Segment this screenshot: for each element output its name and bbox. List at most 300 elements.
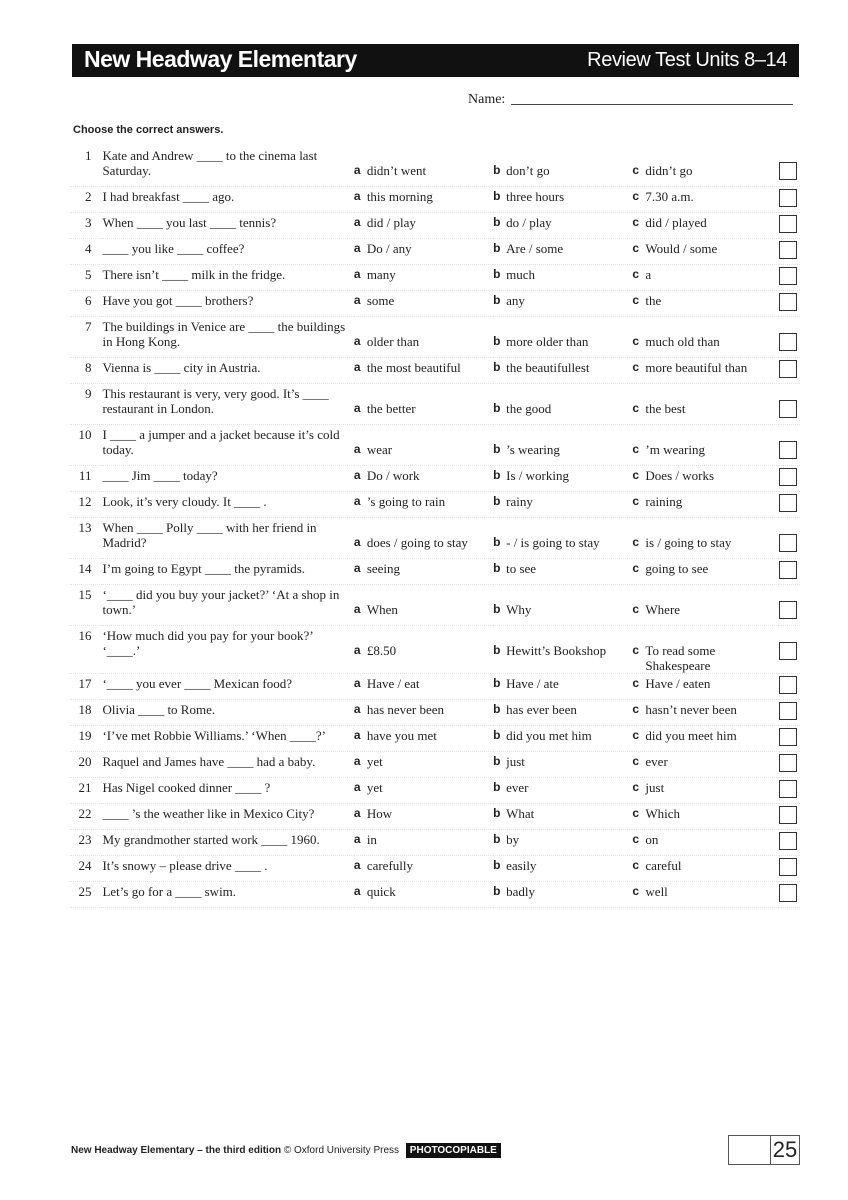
question-number: 3 (70, 213, 102, 239)
option-text: seeing (366, 561, 401, 576)
option-b[interactable] (493, 726, 632, 752)
option-text: badly (506, 884, 535, 899)
option-text: the best (645, 401, 686, 416)
answer-box[interactable] (779, 441, 797, 459)
question-row (70, 358, 800, 384)
option-letter: b (493, 468, 501, 482)
option-a[interactable] (354, 187, 493, 213)
question-row (70, 778, 800, 804)
option-text: didn’t go (645, 163, 693, 178)
option-text: yet (366, 780, 383, 795)
option-a[interactable] (354, 146, 493, 187)
option-text: Which (645, 806, 681, 821)
option-letter: c (632, 215, 640, 229)
option-text: Where (645, 602, 681, 617)
question-row (70, 425, 800, 466)
option-text: older than (366, 334, 420, 349)
instructions: Choose the correct answers. (73, 124, 224, 136)
option-text: did / play (366, 215, 416, 230)
question-text: Look, it’s very cloudy. It ____ . (102, 492, 353, 518)
option-letter: a (353, 360, 361, 374)
option-letter: c (632, 806, 640, 820)
answer-box[interactable] (779, 534, 797, 552)
option-b[interactable] (493, 265, 632, 291)
question-number: 12 (70, 492, 102, 518)
option-a[interactable] (354, 626, 493, 674)
option-a[interactable] (354, 804, 493, 830)
answer-box[interactable] (779, 858, 797, 876)
option-text: Have / eaten (645, 676, 711, 691)
option-letter: b (493, 676, 501, 690)
page-number: 25 (770, 1136, 799, 1164)
question-text: It’s snowy – please drive ____ . (102, 856, 353, 882)
option-c[interactable] (632, 674, 779, 700)
option-c[interactable] (632, 804, 779, 830)
footer (71, 1145, 501, 1156)
option-text: well (645, 884, 668, 899)
name-label: Name: (468, 92, 506, 107)
option-text: Does / works (645, 468, 715, 483)
option-letter: a (353, 442, 361, 456)
option-text: ’m wearing (645, 442, 705, 457)
option-a[interactable] (354, 239, 493, 265)
option-text: hasn’t never been (645, 702, 737, 717)
answer-box[interactable] (779, 189, 797, 207)
question-row (70, 804, 800, 830)
name-field[interactable] (468, 92, 793, 108)
option-c[interactable] (632, 146, 779, 187)
option-letter: b (493, 163, 501, 177)
option-letter: b (493, 267, 501, 281)
option-text: ’s wearing (506, 442, 560, 457)
option-text: Is / working (506, 468, 569, 483)
option-letter: c (632, 442, 640, 456)
option-letter: c (632, 754, 640, 768)
question-text: There isn’t ____ milk in the fridge. (102, 265, 353, 291)
option-a[interactable] (354, 358, 493, 384)
option-letter: c (632, 728, 640, 742)
question-number: 24 (70, 856, 102, 882)
question-row (70, 752, 800, 778)
answer-box[interactable] (779, 642, 797, 660)
option-letter: c (632, 858, 640, 872)
option-text: much (506, 267, 535, 282)
option-c[interactable] (632, 626, 779, 674)
option-text: quick (366, 884, 396, 899)
option-b[interactable] (493, 674, 632, 700)
photocopiable-badge: PHOTOCOPIABLE (406, 1143, 501, 1158)
option-c[interactable] (632, 358, 779, 384)
option-letter: a (353, 293, 361, 307)
option-letter: a (353, 334, 361, 348)
option-c[interactable] (632, 239, 779, 265)
question-text: Vienna is ____ city in Austria. (102, 358, 353, 384)
answer-box[interactable] (779, 468, 797, 486)
option-text: more beautiful than (645, 360, 748, 375)
question-text: Olivia ____ to Rome. (102, 700, 353, 726)
option-c[interactable] (632, 752, 779, 778)
option-b[interactable] (493, 291, 632, 317)
option-text: the good (506, 401, 552, 416)
option-text: just (506, 754, 525, 769)
option-letter: b (493, 293, 501, 307)
option-c[interactable] (632, 291, 779, 317)
option-letter: b (493, 561, 501, 575)
option-letter: c (632, 702, 640, 716)
option-letter: b (493, 643, 501, 657)
option-c[interactable] (632, 856, 779, 882)
option-a[interactable] (354, 726, 493, 752)
option-b[interactable] (493, 518, 632, 559)
option-letter: c (632, 884, 640, 898)
option-text: this morning (366, 189, 433, 204)
option-letter: c (632, 643, 640, 657)
option-b[interactable] (493, 492, 632, 518)
option-text: yet (366, 754, 383, 769)
option-letter: a (353, 468, 361, 482)
question-number: 1 (70, 146, 102, 187)
option-letter: b (493, 535, 501, 549)
option-b[interactable] (493, 146, 632, 187)
option-c[interactable] (632, 492, 779, 518)
option-text: Why (506, 602, 532, 617)
option-letter: a (353, 163, 361, 177)
option-text: a (645, 267, 652, 282)
option-text: Would / some (645, 241, 718, 256)
question-text: Raquel and James have ____ had a baby. (102, 752, 353, 778)
option-b[interactable] (493, 856, 632, 882)
question-text: ‘____ you ever ____ Mexican food? (102, 674, 353, 700)
option-text: any (506, 293, 525, 308)
option-c[interactable] (632, 187, 779, 213)
option-b[interactable] (493, 317, 632, 358)
option-b[interactable] (493, 752, 632, 778)
option-a[interactable] (354, 384, 493, 425)
answer-box[interactable] (779, 215, 797, 233)
option-text: Hewitt’s Bookshop (506, 643, 607, 658)
question-number: 16 (70, 626, 102, 674)
option-b[interactable] (493, 700, 632, 726)
option-letter: b (493, 494, 501, 508)
option-letter: b (493, 780, 501, 794)
option-c[interactable] (632, 265, 779, 291)
question-row (70, 882, 800, 908)
option-letter: c (632, 535, 640, 549)
footer-title: New Headway Elementary – the third edition (71, 1145, 282, 1156)
answer-box[interactable] (779, 601, 797, 619)
question-text: My grandmother started work ____ 1960. (102, 830, 353, 856)
question-text: When ____ Polly ____ with her friend in Madrid? (102, 518, 353, 559)
option-letter: c (632, 360, 640, 374)
option-c[interactable] (632, 585, 779, 626)
question-number: 11 (70, 466, 102, 492)
option-letter: b (493, 401, 501, 415)
option-text: in (366, 832, 377, 847)
option-text: did you meet him (645, 728, 737, 743)
option-a[interactable] (354, 752, 493, 778)
question-text: Let’s go for a ____ swim. (102, 882, 353, 908)
option-a[interactable] (354, 518, 493, 559)
answer-box[interactable] (779, 241, 797, 259)
question-text: I’m going to Egypt ____ the pyramids. (102, 559, 353, 585)
option-text: some (366, 293, 395, 308)
question-row (70, 518, 800, 559)
answer-box[interactable] (779, 333, 797, 351)
answer-box[interactable] (779, 728, 797, 746)
option-c[interactable] (632, 384, 779, 425)
answer-box[interactable] (779, 702, 797, 720)
answer-box[interactable] (779, 676, 797, 694)
question-number: 23 (70, 830, 102, 856)
option-text: Have / ate (506, 676, 559, 691)
option-b[interactable] (493, 187, 632, 213)
question-text: Has Nigel cooked dinner ____ ? (102, 778, 353, 804)
option-text: careful (645, 858, 682, 873)
question-number: 9 (70, 384, 102, 425)
option-letter: c (632, 401, 640, 415)
option-b[interactable] (493, 213, 632, 239)
option-b[interactable] (493, 466, 632, 492)
option-letter: a (353, 832, 361, 846)
option-letter: a (353, 602, 361, 616)
option-c[interactable] (632, 700, 779, 726)
option-text: don’t go (506, 163, 550, 178)
option-c[interactable] (632, 830, 779, 856)
question-number: 15 (70, 585, 102, 626)
option-c[interactable] (632, 317, 779, 358)
question-text: ‘How much did you pay for your book?’ ‘____.’ (102, 626, 353, 674)
question-row (70, 585, 800, 626)
option-a[interactable] (354, 700, 493, 726)
option-text: easily (506, 858, 537, 873)
option-letter: a (353, 643, 361, 657)
question-text: Have you got ____ brothers? (102, 291, 353, 317)
questions-table (70, 146, 800, 908)
answer-box[interactable] (779, 360, 797, 378)
question-text: ‘____ did you buy your jacket?’ ‘At a shop in town.’ (102, 585, 353, 626)
option-letter: b (493, 189, 501, 203)
question-row (70, 466, 800, 492)
option-c[interactable] (632, 466, 779, 492)
answer-box[interactable] (779, 806, 797, 824)
option-text: much old than (645, 334, 720, 349)
answer-box[interactable] (779, 494, 797, 512)
option-text: What (506, 806, 535, 821)
option-a[interactable] (354, 466, 493, 492)
question-number: 21 (70, 778, 102, 804)
question-number: 13 (70, 518, 102, 559)
option-a[interactable] (354, 291, 493, 317)
option-letter: c (632, 267, 640, 281)
question-number: 5 (70, 265, 102, 291)
option-letter: c (632, 293, 640, 307)
option-letter: a (353, 858, 361, 872)
question-text: I had breakfast ____ ago. (102, 187, 353, 213)
option-text: wear (366, 442, 393, 457)
option-b[interactable] (493, 239, 632, 265)
option-letter: c (632, 494, 640, 508)
option-letter: a (353, 728, 361, 742)
question-number: 10 (70, 425, 102, 466)
option-c[interactable] (632, 213, 779, 239)
page-number-box (728, 1135, 800, 1165)
option-text: more older than (506, 334, 589, 349)
answer-box[interactable] (779, 267, 797, 285)
question-number: 6 (70, 291, 102, 317)
option-b[interactable] (493, 626, 632, 674)
question-row (70, 265, 800, 291)
option-text: have you met (366, 728, 437, 743)
option-text: When (366, 602, 398, 617)
option-text: the most beautiful (366, 360, 461, 375)
option-a[interactable] (354, 265, 493, 291)
option-b[interactable] (493, 778, 632, 804)
option-letter: b (493, 360, 501, 374)
question-number: 20 (70, 752, 102, 778)
option-a[interactable] (354, 856, 493, 882)
option-a[interactable] (354, 778, 493, 804)
option-letter: b (493, 241, 501, 255)
option-letter: b (493, 754, 501, 768)
option-text: carefully (366, 858, 414, 873)
question-text: ____ you like ____ coffee? (102, 239, 353, 265)
question-number: 8 (70, 358, 102, 384)
book-title: New Headway Elementary (84, 46, 357, 72)
option-text: to see (506, 561, 537, 576)
option-b[interactable] (493, 358, 632, 384)
name-line[interactable] (511, 104, 793, 105)
option-letter: c (632, 561, 640, 575)
question-text: When ____ you last ____ tennis? (102, 213, 353, 239)
option-text: the better (366, 401, 416, 416)
test-title: Review Test Units 8–14 (587, 49, 787, 71)
question-row (70, 317, 800, 358)
option-letter: a (353, 215, 361, 229)
option-b[interactable] (493, 384, 632, 425)
option-text: How (366, 806, 393, 821)
option-letter: c (632, 334, 640, 348)
option-letter: b (493, 858, 501, 872)
option-c[interactable] (632, 518, 779, 559)
option-text: by (506, 832, 520, 847)
answer-box[interactable] (779, 780, 797, 798)
question-text: Kate and Andrew ____ to the cinema last Saturday. (102, 146, 353, 187)
option-a[interactable] (354, 559, 493, 585)
option-letter: b (493, 442, 501, 456)
answer-box[interactable] (779, 884, 797, 902)
option-text: is / going to stay (645, 535, 732, 550)
question-row (70, 187, 800, 213)
option-letter: b (493, 702, 501, 716)
option-a[interactable] (354, 213, 493, 239)
option-b[interactable] (493, 559, 632, 585)
header-banner (72, 44, 799, 77)
option-c[interactable] (632, 778, 779, 804)
option-text: the beautifullest (506, 360, 590, 375)
option-b[interactable] (493, 585, 632, 626)
question-number: 22 (70, 804, 102, 830)
option-letter: a (353, 676, 361, 690)
option-letter: a (353, 702, 361, 716)
option-a[interactable] (354, 492, 493, 518)
option-letter: a (353, 267, 361, 281)
answer-box[interactable] (779, 162, 797, 180)
option-text: did / played (645, 215, 707, 230)
option-c[interactable] (632, 882, 779, 908)
option-b[interactable] (493, 882, 632, 908)
question-number: 14 (70, 559, 102, 585)
option-c[interactable] (632, 559, 779, 585)
option-letter: c (632, 468, 640, 482)
option-text: Have / eat (366, 676, 420, 691)
answer-box[interactable] (779, 293, 797, 311)
option-text: ever (506, 780, 529, 795)
option-letter: c (632, 780, 640, 794)
option-a[interactable] (354, 882, 493, 908)
question-text: This restaurant is very, very good. It’s ____ restaurant in London. (102, 384, 353, 425)
answer-box[interactable] (779, 400, 797, 418)
option-c[interactable] (632, 726, 779, 752)
footer-publisher: © Oxford University Press (283, 1145, 400, 1156)
option-letter: a (353, 401, 361, 415)
option-a[interactable] (354, 674, 493, 700)
option-a[interactable] (354, 585, 493, 626)
option-text: Do / any (366, 241, 412, 256)
option-b[interactable] (493, 804, 632, 830)
option-letter: a (353, 561, 361, 575)
answer-box[interactable] (779, 561, 797, 579)
option-letter: c (632, 189, 640, 203)
option-text: 7.30 a.m. (645, 189, 694, 204)
option-text: didn’t went (366, 163, 427, 178)
option-b[interactable] (493, 425, 632, 466)
question-number: 7 (70, 317, 102, 358)
option-c[interactable] (632, 425, 779, 466)
option-letter: a (353, 754, 361, 768)
question-row (70, 626, 800, 674)
option-a[interactable] (354, 425, 493, 466)
option-letter: a (353, 494, 361, 508)
option-text: Do / work (366, 468, 420, 483)
option-letter: c (632, 163, 640, 177)
option-letter: b (493, 728, 501, 742)
option-letter: a (353, 535, 361, 549)
option-b[interactable] (493, 830, 632, 856)
option-a[interactable] (354, 830, 493, 856)
option-letter: b (493, 806, 501, 820)
question-text: ‘I’ve met Robbie Williams.’ ‘When ____?’ (102, 726, 353, 752)
option-text: Are / some (506, 241, 564, 256)
answer-box[interactable] (779, 754, 797, 772)
option-letter: b (493, 884, 501, 898)
option-letter: a (353, 241, 361, 255)
question-text: The buildings in Venice are ____ the buildings in Hong Kong. (102, 317, 353, 358)
question-number: 4 (70, 239, 102, 265)
question-text: ____ ’s the weather like in Mexico City? (102, 804, 353, 830)
option-letter: c (632, 241, 640, 255)
option-text: rainy (506, 494, 533, 509)
option-letter: a (353, 806, 361, 820)
question-number: 17 (70, 674, 102, 700)
question-row (70, 213, 800, 239)
option-text: - / is going to stay (506, 535, 600, 550)
question-row (70, 559, 800, 585)
option-a[interactable] (354, 317, 493, 358)
option-text: many (366, 267, 396, 282)
answer-box[interactable] (779, 832, 797, 850)
option-text: does / going to stay (366, 535, 468, 550)
option-text: just (645, 780, 665, 795)
